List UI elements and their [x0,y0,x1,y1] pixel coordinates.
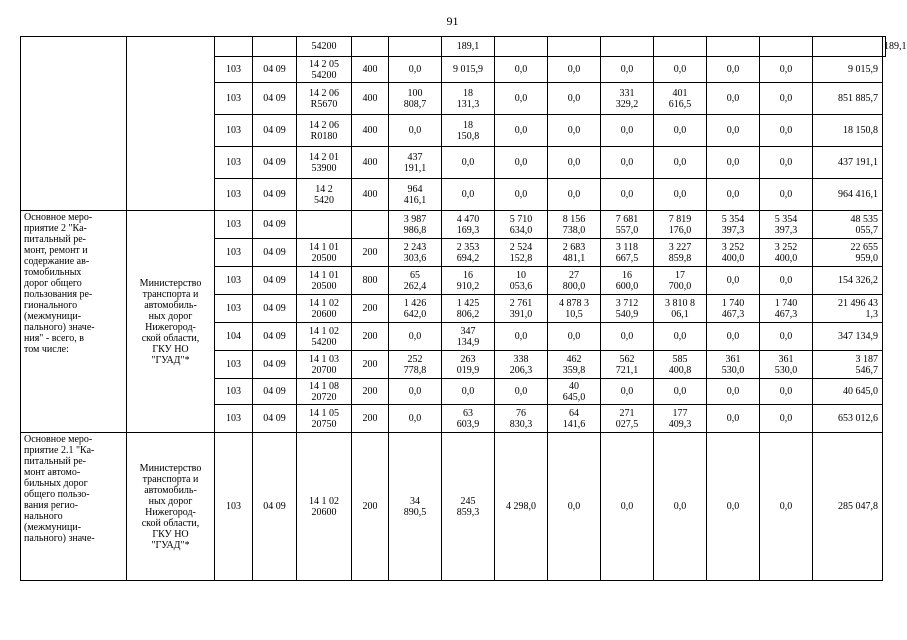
table-cell: 3 712 540,9 [601,295,654,323]
table-cell: 252 778,8 [389,351,442,379]
table-cell: 16 600,0 [601,267,654,295]
table-cell: 04 09 [253,267,297,295]
table-cell: 04 09 [253,379,297,405]
table-cell: 0,0 [654,379,707,405]
table-cell: 437 191,1 [813,147,883,179]
table-cell [352,37,389,57]
table-cell: 189,1 [883,37,886,57]
table-cell: 14 1 03 20700 [297,351,352,379]
table-cell: 103 [215,147,253,179]
table-cell: 0,0 [548,323,601,351]
table-cell: 0,0 [389,323,442,351]
table-cell: 0,0 [601,179,654,211]
table-cell: 04 09 [253,323,297,351]
table-cell: 9 015,9 [813,57,883,83]
table-cell: 40 645,0 [813,379,883,405]
table-cell: 0,0 [389,405,442,433]
table-cell: 04 09 [253,405,297,433]
table-cell [654,37,707,57]
table-cell: 3 187 546,7 [813,351,883,379]
table-cell: 103 [215,57,253,83]
table-cell: 18 150,8 [442,115,495,147]
table-cell: 04 09 [253,147,297,179]
table-cell: 0,0 [495,323,548,351]
table-cell: 0,0 [707,379,760,405]
table-cell: 4 470 169,3 [442,211,495,239]
table-cell: 1 426 642,0 [389,295,442,323]
table-cell: 0,0 [548,83,601,115]
table-cell: 04 09 [253,433,297,581]
table-cell: 200 [352,351,389,379]
table-cell: 14 2 06 R5670 [297,83,352,115]
measure-2-1-name: Основное меро- приятие 2.1 "Ка- питальный ре- монт автомо- бильных дорог общего пользо- вания регио- нального (межмуници- пального) значе- [21,433,127,581]
table-cell: 177 409,3 [654,405,707,433]
table-cell: 462 359,8 [548,351,601,379]
table-cell: 189,1 [442,37,495,57]
table-cell: 3 252 400,0 [760,239,813,267]
table-cell: 14 1 08 20720 [297,379,352,405]
table-cell: 27 800,0 [548,267,601,295]
table-cell: 3 252 400,0 [707,239,760,267]
table-cell [601,37,654,57]
table-cell: 0,0 [495,115,548,147]
table-cell [215,37,253,57]
table-cell: 271 027,5 [601,405,654,433]
table-cell: 3 227 859,8 [654,239,707,267]
table-cell [495,37,548,57]
table-cell [707,37,760,57]
table-cell: 5 710 634,0 [495,211,548,239]
table-cell: 0,0 [654,115,707,147]
table-cell: 437 191,1 [389,147,442,179]
table-cell: 14 1 05 20750 [297,405,352,433]
table-cell: 104 [215,323,253,351]
table-cell: 2 243 303,6 [389,239,442,267]
table-cell: 0,0 [654,323,707,351]
table-cell: 3 987 986,8 [389,211,442,239]
table-cell: 21 496 43 1,3 [813,295,883,323]
measure-2-1-agency: Министерство транспорта и автомобиль- ных дорог Нижегород- ской области, ГКУ НО "ГУАД"* [127,433,215,581]
table-cell: 0,0 [442,147,495,179]
table-cell: 65 262,4 [389,267,442,295]
table-cell: 103 [215,405,253,433]
table-cell: 103 [215,351,253,379]
table-cell: 0,0 [601,323,654,351]
table-cell: 64 141,6 [548,405,601,433]
table-cell: 100 808,7 [389,83,442,115]
table-cell: 0,0 [707,83,760,115]
table-cell: 338 206,3 [495,351,548,379]
table-cell: 40 645,0 [548,379,601,405]
table-cell: 0,0 [601,57,654,83]
table-cell: 964 416,1 [389,179,442,211]
table-cell: 0,0 [760,179,813,211]
table-cell: 7 681 557,0 [601,211,654,239]
table-cell: 800 [352,267,389,295]
table-cell: 400 [352,57,389,83]
table-cell: 285 047,8 [813,433,883,581]
table-cell: 400 [352,115,389,147]
table-cell: 04 09 [253,57,297,83]
table-cell: 103 [215,83,253,115]
table-cell: 0,0 [760,115,813,147]
table-cell: 245 859,3 [442,433,495,581]
table-cell: 263 019,9 [442,351,495,379]
table-cell: 103 [215,239,253,267]
table-cell: 2 761 391,0 [495,295,548,323]
table-cell: 9 015,9 [442,57,495,83]
table-cell: 10 053,6 [495,267,548,295]
table-cell: 200 [352,379,389,405]
table-cell: 103 [215,179,253,211]
table-cell: 200 [352,323,389,351]
table-cell: 04 09 [253,115,297,147]
table-cell: 04 09 [253,211,297,239]
table-cell: 0,0 [707,267,760,295]
table-cell: 200 [352,295,389,323]
table-cell: 0,0 [654,147,707,179]
table-cell: 5 354 397,3 [707,211,760,239]
table-cell: 0,0 [389,115,442,147]
table-cell: 400 [352,179,389,211]
table-cell: 0,0 [707,57,760,83]
table-cell: 0,0 [442,379,495,405]
table-cell: 851 885,7 [813,83,883,115]
table-cell: 17 700,0 [654,267,707,295]
table-cell: 0,0 [707,147,760,179]
page-number: 91 [446,14,459,28]
table-cell: 14 1 02 20600 [297,295,352,323]
table-cell: 0,0 [389,379,442,405]
table-cell [813,37,883,57]
table-cell: 0,0 [442,179,495,211]
table-cell [253,37,297,57]
table-cell: 0,0 [760,267,813,295]
table-cell: 04 09 [253,239,297,267]
table-cell: 7 819 176,0 [654,211,707,239]
table-cell: 76 830,3 [495,405,548,433]
table-cell: 1 425 806,2 [442,295,495,323]
table-cell: 103 [215,295,253,323]
table-cell: 0,0 [495,57,548,83]
table-cell: 04 09 [253,351,297,379]
table-cell [297,211,352,239]
table-cell: 0,0 [495,147,548,179]
table-cell: 0,0 [548,179,601,211]
table-cell: 562 721,1 [601,351,654,379]
table-cell: 0,0 [760,433,813,581]
table-cell: 0,0 [707,323,760,351]
budget-table [20,36,907,581]
table-cell: 2 353 694,2 [442,239,495,267]
table-cell: 14 2 05 54200 [297,57,352,83]
table-cell: 0,0 [548,433,601,581]
table-cell: 103 [215,433,253,581]
table-cell: 18 150,8 [813,115,883,147]
table-cell: 14 2 06 R0180 [297,115,352,147]
table-row [21,433,886,581]
table-cell [760,37,813,57]
table-cell: 400 [352,147,389,179]
table-cell: 653 012,6 [813,405,883,433]
table-cell: 48 535 055,7 [813,211,883,239]
table-cell: 4 298,0 [495,433,548,581]
table-cell: 0,0 [760,57,813,83]
table-cell: 103 [215,267,253,295]
table-cell: 0,0 [760,147,813,179]
table-cell: 04 09 [253,295,297,323]
table-cell: 361 530,0 [760,351,813,379]
measure-2-agency: Министерство транспорта и автомобиль- ных дорог Нижегород- ской области, ГКУ НО "ГУАД"* [127,211,215,433]
table-cell: 0,0 [601,433,654,581]
table-cell: 14 1 01 20500 [297,239,352,267]
table-cell: 0,0 [654,179,707,211]
table-row [21,37,886,57]
table-cell: 0,0 [495,83,548,115]
table-cell: 200 [352,433,389,581]
table-cell: 4 878 3 10,5 [548,295,601,323]
table-cell: 1 740 467,3 [760,295,813,323]
table-cell: 331 329,2 [601,83,654,115]
table-cell: 0,0 [760,379,813,405]
table-cell: 0,0 [601,147,654,179]
table-cell: 361 530,0 [707,351,760,379]
table-cell: 964 416,1 [813,179,883,211]
table-cell: 0,0 [548,115,601,147]
table-cell: 14 1 02 54200 [297,323,352,351]
table-row [21,211,886,239]
table-cell: 0,0 [601,379,654,405]
table-cell: 2 683 481,1 [548,239,601,267]
table-cell: 200 [352,405,389,433]
table-cell: 0,0 [707,179,760,211]
table-cell [389,37,442,57]
table-cell: 14 2 5420 [297,179,352,211]
table-cell [548,37,601,57]
table-cell: 347 134,9 [442,323,495,351]
table-cell: 14 2 01 53900 [297,147,352,179]
measure-2-name: Основное меро- приятие 2 "Ка- питальный ре- монт, ремонт и содержание ав- томобильных дорог общего пользования ре- гионального (межмуници- пального) значе- ния" - всего, в том числе: [21,211,127,433]
table-cell: 103 [215,115,253,147]
table-cell [352,211,389,239]
table-cell: 3 118 667,5 [601,239,654,267]
table-cell: 1 740 467,3 [707,295,760,323]
table-cell: 0,0 [495,379,548,405]
table-cell: 63 603,9 [442,405,495,433]
table-cell: 0,0 [389,57,442,83]
table-cell: 04 09 [253,83,297,115]
empty-agency-cell [127,37,215,211]
table-cell: 0,0 [707,115,760,147]
table-cell: 347 134,9 [813,323,883,351]
table-cell: 0,0 [760,405,813,433]
table-cell: 0,0 [548,57,601,83]
table-cell: 3 810 8 06,1 [654,295,707,323]
table-cell: 200 [352,239,389,267]
table-cell: 0,0 [654,433,707,581]
table-cell: 103 [215,379,253,405]
table-cell: 0,0 [654,57,707,83]
table-cell: 2 524 152,8 [495,239,548,267]
table-cell: 14 1 02 20600 [297,433,352,581]
table-cell: 400 [352,83,389,115]
table-cell: 585 400,8 [654,351,707,379]
table-cell: 5 354 397,3 [760,211,813,239]
table-cell: 04 09 [253,179,297,211]
table-cell: 18 131,3 [442,83,495,115]
table-cell: 0,0 [707,405,760,433]
table-cell: 103 [215,211,253,239]
table-cell: 22 655 959,0 [813,239,883,267]
table-cell: 0,0 [760,83,813,115]
table-cell: 34 890,5 [389,433,442,581]
empty-name-cell [21,37,127,211]
table-cell: 54200 [297,37,352,57]
table-cell: 401 616,5 [654,83,707,115]
table-cell: 0,0 [495,179,548,211]
table-cell: 154 326,2 [813,267,883,295]
table-cell: 0,0 [548,147,601,179]
table-cell: 0,0 [760,323,813,351]
table-cell: 0,0 [601,115,654,147]
table-cell: 14 1 01 20500 [297,267,352,295]
table-cell: 0,0 [707,433,760,581]
table-cell: 16 910,2 [442,267,495,295]
table-cell: 8 156 738,0 [548,211,601,239]
